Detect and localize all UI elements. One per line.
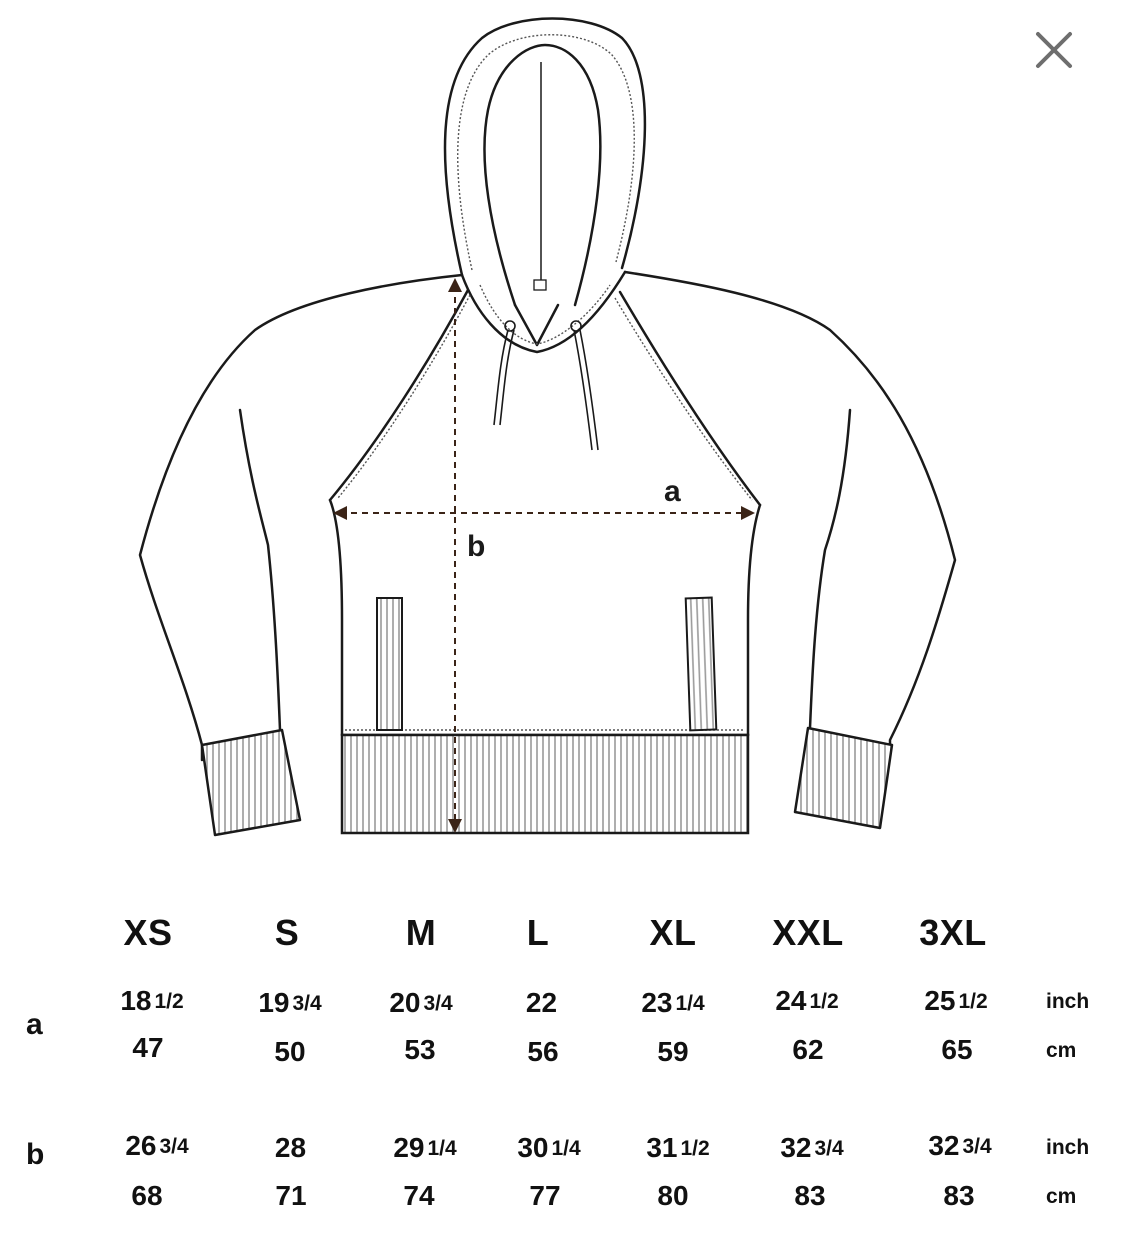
inch-value: 23 1/4: [641, 987, 705, 1018]
size-header: XS: [123, 912, 173, 953]
cm-value: 68: [131, 1180, 163, 1211]
inch-value: 25 1/2: [924, 985, 988, 1016]
inch-value: 31 1/2: [646, 1132, 710, 1163]
cm-value: 77: [529, 1180, 561, 1211]
size-header: XXL: [772, 912, 844, 953]
inch-value: 22: [525, 987, 558, 1018]
unit-inch: inch: [1046, 990, 1090, 1013]
close-icon: [1028, 24, 1080, 76]
size-header: L: [526, 912, 550, 953]
inch-value: 29 1/4: [393, 1132, 457, 1163]
hoodie-diagram: [120, 0, 980, 845]
cm-value: 62: [792, 1034, 824, 1065]
measurement-a-label: a: [664, 475, 681, 508]
unit-inch: inch: [1046, 1136, 1090, 1159]
inch-value: 30 1/4: [517, 1132, 581, 1163]
inch-value: 20 3/4: [389, 987, 453, 1018]
cm-value: 83: [794, 1180, 826, 1211]
close-button[interactable]: [1028, 24, 1080, 76]
cm-value: 53: [404, 1034, 436, 1065]
cm-value: 83: [943, 1180, 975, 1211]
inch-value: 32 3/4: [780, 1132, 844, 1163]
cm-value: 71: [275, 1180, 307, 1211]
size-header: M: [405, 912, 437, 953]
measurement-b-label: b: [467, 530, 486, 563]
cm-value: 80: [657, 1180, 689, 1211]
inch-value: 24 1/2: [775, 985, 839, 1016]
size-header: 3XL: [919, 912, 987, 953]
inch-value: 19 3/4: [258, 987, 322, 1018]
cm-value: 74: [403, 1180, 435, 1211]
unit-cm: cm: [1046, 1039, 1077, 1062]
inch-value: 28: [274, 1132, 307, 1163]
row-label: b: [26, 1138, 45, 1171]
size-header: S: [274, 912, 300, 953]
cm-value: 47: [132, 1032, 164, 1063]
inch-value: 26 3/4: [125, 1130, 189, 1161]
cm-value: 56: [527, 1036, 559, 1067]
cm-value: 50: [274, 1036, 306, 1067]
size-header: XL: [649, 912, 697, 953]
cm-value: 65: [941, 1034, 973, 1065]
inch-value: 32 3/4: [928, 1130, 992, 1161]
cm-value: 59: [657, 1036, 689, 1067]
row-label: a: [26, 1008, 43, 1041]
inch-value: 18 1/2: [120, 985, 184, 1016]
unit-cm: cm: [1046, 1185, 1077, 1208]
